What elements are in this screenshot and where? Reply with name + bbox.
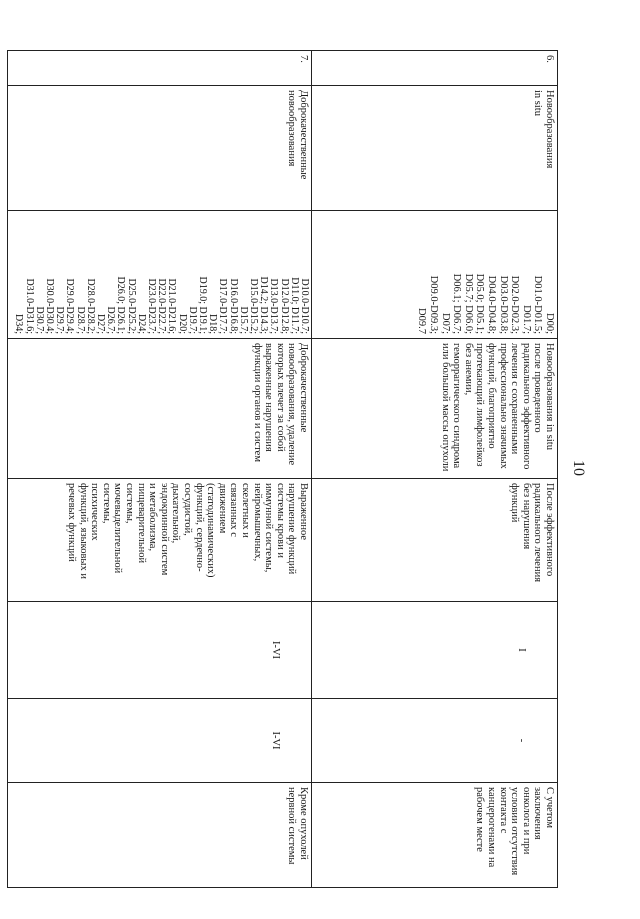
- text-line: после проведенного: [532, 343, 544, 433]
- icd-codes: [312, 211, 558, 339]
- text-line: Кроме опухолей: [298, 787, 309, 860]
- icd-code: D05.7; D06.0;: [462, 273, 474, 334]
- icd-code: D29.0-D29.4;: [64, 278, 76, 334]
- text-line: После эффективного: [544, 483, 555, 577]
- text-line: Доброкачественные: [298, 90, 309, 180]
- text-line: функций, языковых и: [77, 483, 89, 579]
- text-line: эндокринной систем: [158, 483, 170, 576]
- icd-code: D28.0-D28.2;: [84, 278, 96, 334]
- degree-value: I-VI: [270, 640, 281, 660]
- text-line: Новообразования: [544, 90, 555, 169]
- text-line: без нарушения: [520, 483, 532, 550]
- text-line: Новообразования in situ: [544, 343, 555, 450]
- note-cell: [8, 783, 312, 888]
- degree-column-a: [312, 602, 558, 699]
- text-line: контакта с: [497, 787, 509, 834]
- degree-value: I-VI: [270, 731, 281, 750]
- nosology-name: [312, 86, 558, 211]
- text-line: психических: [89, 483, 101, 541]
- icd-code: D25.0-D25.2;: [125, 278, 137, 334]
- icd-code: D26.0; D26.1;: [115, 276, 127, 334]
- icd-code: D01.7;: [520, 305, 532, 334]
- table-row-7: [8, 51, 312, 888]
- text-line: выраженные нарушения: [263, 343, 275, 452]
- text-line: которых влечет за собой: [274, 343, 286, 452]
- text-line: канцерогенами на: [486, 787, 498, 868]
- text-line: Доброкачественные: [298, 343, 309, 433]
- text-line: нарушение функций: [286, 483, 298, 575]
- icd-code: D10.0-D10.7;: [299, 278, 310, 334]
- text-line: дыхательной,: [170, 483, 182, 544]
- icd-code: D28.7;: [74, 306, 86, 334]
- text-line: функций, сердечно-: [193, 483, 205, 572]
- icd-code: D13.0-D13.7;: [268, 278, 280, 334]
- text-line: речевых функций: [66, 483, 78, 562]
- text-line: протекающий лимфолейкоз: [474, 343, 486, 467]
- icd-code: D23.0-D23.7;: [145, 278, 157, 334]
- icd-code: D24;: [135, 314, 147, 334]
- icd-code: D21.0-D21.6;: [166, 278, 178, 334]
- icd-code: D12.0-D12.8;: [278, 278, 290, 334]
- icd-code: D19.7;: [186, 306, 198, 334]
- icd-code: D30.0-D30.4;: [43, 278, 55, 334]
- text-line: нервной системы: [286, 787, 298, 865]
- nosology-name: [8, 86, 312, 211]
- text-line: системы,: [124, 483, 136, 524]
- icd-code: D09.7: [416, 308, 428, 334]
- text-line: функции органов и систем: [251, 343, 263, 462]
- text-line: пищеварительной: [135, 483, 147, 564]
- icd-code: D09.0-D09.3;: [428, 275, 440, 334]
- text-line: радикального лечения: [532, 483, 544, 583]
- note-cell: [312, 783, 558, 888]
- text-line: системы крови и: [274, 483, 286, 558]
- icd-code: D31.0-D31.6;: [23, 278, 35, 334]
- degree-column-a: [8, 602, 312, 699]
- text-line: новообразования, удаление: [286, 343, 298, 466]
- icd-code: D18;: [207, 314, 219, 334]
- icd-code: D14.2; D14.3;: [258, 276, 270, 334]
- icd-code: D17.0-D17.7;: [217, 278, 229, 334]
- text-line: и метаболизма,: [147, 483, 159, 552]
- disease-classification-table: [7, 50, 558, 888]
- text-line: С учетом: [544, 787, 555, 828]
- row-number: 6.: [312, 51, 558, 86]
- page-number: 10: [570, 460, 587, 476]
- icd-code: D27;: [94, 314, 106, 334]
- function-impairment: [312, 479, 558, 602]
- text-line: движением: [216, 483, 228, 534]
- icd-code: D30.7;: [33, 306, 45, 334]
- icd-code: D22.0-D22.7;: [156, 278, 168, 334]
- clinical-description: [8, 339, 312, 479]
- text-line: связанных с: [228, 483, 240, 537]
- degree-value: I: [516, 648, 527, 652]
- text-line: условии отсутствия: [509, 787, 521, 876]
- text-line: скелетных и: [240, 483, 252, 538]
- icd-code: D04.0-D04.8;: [486, 275, 498, 334]
- degree-column-b: [312, 699, 558, 783]
- text-line: Выраженное: [298, 483, 309, 541]
- text-line: или большой массы опухоли: [439, 343, 451, 472]
- text-line: мочевыделительной: [112, 483, 124, 574]
- text-line: системы,: [100, 483, 112, 524]
- text-line: геморрагического синдрома: [451, 343, 463, 469]
- icd-code: D02.0-D02.3;: [509, 275, 521, 334]
- icd-code: D19.0; D19.1;: [196, 276, 208, 334]
- text-line: радикального эффективного: [520, 343, 532, 470]
- icd-code: D16.0-D16.8;: [227, 278, 239, 334]
- row-number: 7.: [8, 51, 312, 86]
- text-line: новообразования: [286, 90, 298, 167]
- icd-code: D26.7;: [105, 306, 117, 334]
- text-line: in situ: [532, 90, 544, 116]
- icd-code: D11.0; D11.7;: [288, 277, 300, 334]
- icd-code: D20;: [176, 314, 188, 334]
- icd-code: D34;: [13, 314, 25, 334]
- degree-column-b: [8, 699, 312, 783]
- text-line: функций: [509, 483, 521, 523]
- icd-code: D07;: [439, 313, 451, 334]
- text-line: онколога и при: [520, 787, 532, 855]
- icd-code: D29.7;: [54, 306, 66, 334]
- text-line: нейромышечных,: [251, 483, 263, 562]
- text-line: лечения с сохраненными: [509, 343, 521, 455]
- icd-code: D03.0-D03.8;: [497, 275, 509, 334]
- function-impairment: [8, 479, 312, 602]
- icd-code: D15.0-D15.2;: [247, 278, 259, 334]
- degree-value: -: [516, 738, 527, 743]
- icd-codes: [8, 211, 312, 339]
- text-line: функций, благоприятно: [486, 343, 498, 449]
- text-line: заключения: [532, 787, 544, 840]
- text-line: рабочем месте: [474, 787, 486, 852]
- text-line: профессионально значимых: [497, 343, 509, 469]
- icd-code: D00;: [544, 313, 555, 334]
- icd-code: D05.0; D05.1;: [474, 273, 486, 334]
- table-row-6: [312, 51, 558, 888]
- clinical-description: [312, 339, 558, 479]
- icd-code: D15.7;: [237, 306, 249, 334]
- icd-code: D01.0-D01.5;: [532, 275, 544, 334]
- text-line: сосудистой,: [182, 483, 194, 536]
- text-line: без анемии,: [462, 343, 474, 396]
- text-line: (статодинамических): [205, 483, 217, 578]
- rotated-page-content: [8, 50, 558, 887]
- text-line: иммунной системы,: [263, 483, 275, 573]
- icd-code: D06.1; D06.7;: [451, 273, 463, 334]
